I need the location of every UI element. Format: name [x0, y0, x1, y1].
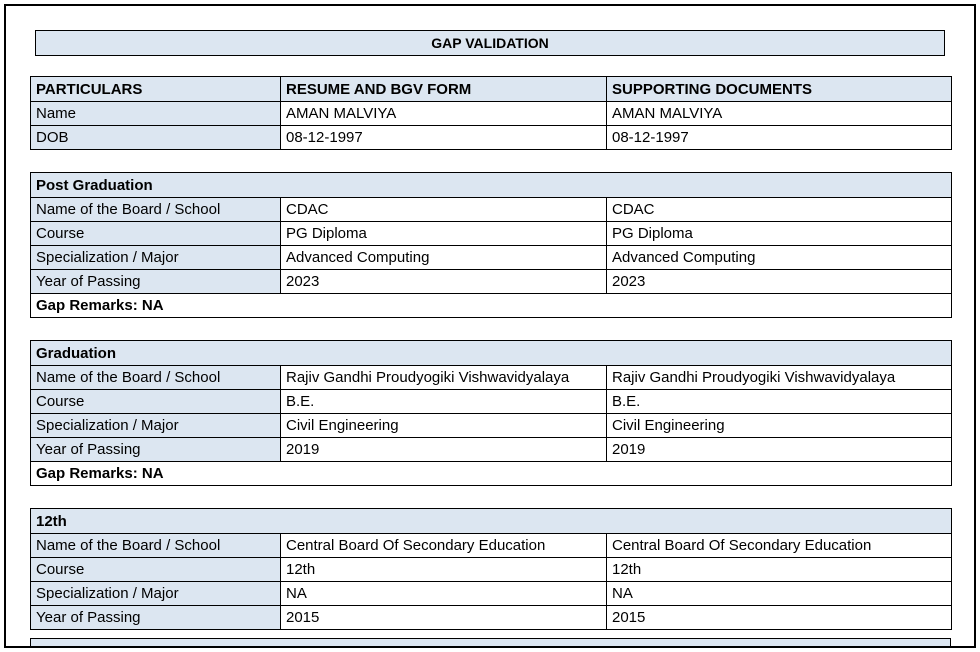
row-label: Course	[31, 222, 281, 246]
table-row	[31, 102, 952, 126]
column-header-particulars: PARTICULARS	[31, 77, 281, 102]
cell-value: Advanced Computing	[607, 246, 952, 270]
table-row	[31, 606, 952, 630]
section-12th	[30, 508, 952, 630]
table-row	[31, 414, 952, 438]
section-title: Post Graduation	[31, 173, 952, 198]
table-row	[31, 366, 952, 390]
cell-value: Rajiv Gandhi Proudyogiki Vishwavidyalaya	[607, 366, 952, 390]
row-label: Name of the Board / School	[31, 366, 281, 390]
section-title-row	[31, 173, 952, 198]
row-label: Name of the Board / School	[31, 198, 281, 222]
particulars-table	[30, 76, 952, 150]
section-title-row	[31, 341, 952, 366]
document-page	[4, 4, 976, 648]
column-header-supporting-docs: SUPPORTING DOCUMENTS	[607, 77, 952, 102]
row-label: Specialization / Major	[31, 414, 281, 438]
cell-value: B.E.	[607, 390, 952, 414]
cell-value: Rajiv Gandhi Proudyogiki Vishwavidyalaya	[281, 366, 607, 390]
section-title-row	[31, 509, 952, 534]
table-row	[31, 534, 952, 558]
cell-value: 2015	[281, 606, 607, 630]
section-graduation	[30, 340, 952, 486]
table-header-row	[31, 77, 952, 102]
cell-value: 2023	[281, 270, 607, 294]
cell-value: B.E.	[281, 390, 607, 414]
gap-remarks-row	[31, 294, 952, 318]
cell-value: NA	[281, 582, 607, 606]
row-label: Year of Passing	[31, 270, 281, 294]
gap-remarks: Gap Remarks: NA	[31, 294, 952, 318]
cell-value: Advanced Computing	[281, 246, 607, 270]
cell-value: 08-12-1997	[607, 126, 952, 150]
cell-value: 2019	[281, 438, 607, 462]
table-row	[31, 246, 952, 270]
cell-value: 12th	[281, 558, 607, 582]
cell-value: NA	[607, 582, 952, 606]
row-label: Year of Passing	[31, 606, 281, 630]
table-row	[31, 582, 952, 606]
cell-value: 12th	[607, 558, 952, 582]
cell-value: Central Board Of Secondary Education	[281, 534, 607, 558]
section-title: 12th	[31, 509, 952, 534]
row-label: Year of Passing	[31, 438, 281, 462]
table-row	[31, 126, 952, 150]
table-row	[31, 222, 952, 246]
cell-value: CDAC	[281, 198, 607, 222]
table-row	[31, 270, 952, 294]
row-label: Name of the Board / School	[31, 534, 281, 558]
table-row	[31, 198, 952, 222]
cell-value: 08-12-1997	[281, 126, 607, 150]
row-label: Name	[31, 102, 281, 126]
column-header-resume-bgv: RESUME AND BGV FORM	[281, 77, 607, 102]
cell-value: 2019	[607, 438, 952, 462]
table-row	[31, 390, 952, 414]
gap-remarks: Gap Remarks: NA	[31, 462, 952, 486]
section-post-graduation	[30, 172, 952, 318]
table-row	[31, 558, 952, 582]
cell-value: PG Diploma	[607, 222, 952, 246]
row-label: DOB	[31, 126, 281, 150]
row-label: Course	[31, 558, 281, 582]
cell-value: Civil Engineering	[281, 414, 607, 438]
cell-value: 2023	[607, 270, 952, 294]
cell-value: AMAN MALVIYA	[281, 102, 607, 126]
row-label: Course	[31, 390, 281, 414]
row-label: Specialization / Major	[31, 246, 281, 270]
cell-value: AMAN MALVIYA	[607, 102, 952, 126]
row-label: Specialization / Major	[31, 582, 281, 606]
cell-value: Central Board Of Secondary Education	[607, 534, 952, 558]
cell-value: 2015	[607, 606, 952, 630]
gap-remarks-row	[31, 462, 952, 486]
page-title: GAP VALIDATION	[35, 30, 945, 56]
cell-value: CDAC	[607, 198, 952, 222]
table-row	[31, 438, 952, 462]
cell-value: PG Diploma	[281, 222, 607, 246]
cell-value: Civil Engineering	[607, 414, 952, 438]
partial-next-section-row	[30, 638, 951, 648]
section-title: Graduation	[31, 341, 952, 366]
